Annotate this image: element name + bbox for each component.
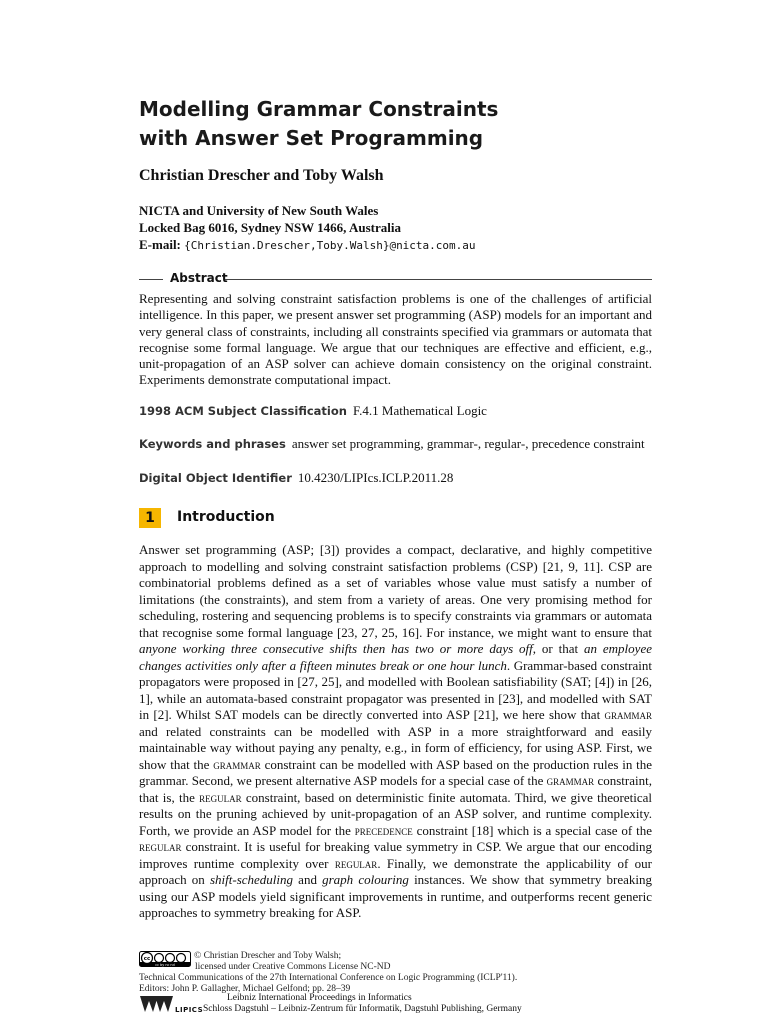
intro-paragraph: [139, 542, 652, 922]
keywords-label: Keywords and phrases: [139, 437, 286, 451]
constraint-name: regular: [199, 789, 242, 805]
intro-text: constraint [18] which is a special case of the: [412, 822, 652, 838]
email-address[interactable]: {Christian.Drescher,Toby.Walsh}@nicta.com.au: [184, 239, 476, 252]
svg-text:cc: cc: [143, 956, 151, 962]
intro-text: . Finally, we demonstrate the applicability of our approach on: [139, 855, 652, 887]
intro-emphasis: shift-scheduling: [209, 872, 294, 887]
paper-title: [139, 95, 659, 153]
intro-emphasis: anyone working three consecutive shifts then has two or more days off: [139, 641, 533, 656]
license-line: licensed under Creative Commons License NC-ND: [195, 962, 391, 972]
intro-text: constraint can be modelled with ASP based on the production rules in the grammar. Second, we present alternative ASP models for a special case of the: [139, 756, 653, 788]
constraint-name: grammar: [546, 773, 595, 788]
acm-label: 1998 ACM Subject Classification: [139, 404, 347, 418]
editors-line: Editors: John P. Gallagher, Michael Gelfond; pp. 28–39: [139, 984, 351, 995]
abstract-text: Representing and solving constraint satisfaction problems is one of the challenges of artificial intelligence. In this paper, we present answer set programming (ASP) models for an important and very general class of constraints, including all constraints specified via grammars or automata that recognise some formal language. We argue that our techniques are effective and efficient, e.g., unit-propagation of an ASP solver can achieve domain consistency on the original constraint. Experiments demonstrate computational impact.: [139, 291, 652, 388]
constraint-name: grammar: [604, 707, 652, 722]
affiliation-line-2: Locked Bag 6016, Sydney NSW 1466, Australia: [139, 220, 401, 235]
copyright-text: © Christian Drescher and Toby Walsh;: [194, 951, 342, 961]
constraint-name: regular: [334, 855, 378, 871]
footer-license: [139, 951, 659, 996]
section-title: Introduction: [177, 509, 275, 525]
paper-authors: Christian Drescher and Toby Walsh: [139, 167, 384, 184]
cc-badge-text: cc by nc nd: [155, 963, 175, 967]
intro-text: constraint, based on deterministic finite automata. Third, we give theoretical results on the pruning achieved by unit-propagation of an ASP solver, and runtime complexity. Forth, we provide an ASP model for the: [139, 789, 653, 838]
constraint-name: grammar: [213, 756, 261, 772]
doi-value[interactable]: 10.4230/LIPIcs.ICLP.2011.28: [297, 470, 454, 485]
email-label: E-mail:: [139, 237, 185, 252]
lipics-line-2: Schloss Dagstuhl – Leibniz-Zentrum für Informatik, Dagstuhl Publishing, Germany: [203, 1004, 522, 1014]
lipics-line-1: Leibniz International Proceedings in Informatics: [227, 993, 412, 1003]
intro-emphasis: an employee changes activities only after a fifteen minutes break or one hour lunch: [139, 641, 652, 673]
proceedings-line: Technical Communications of the 27th International Conference on Logic Programming (ICLP'11).: [139, 973, 518, 984]
intro-text: constraint, that is, the: [139, 773, 652, 805]
intro-text: instances. We show that symmetry breaking using our ASP models yield significant improvements in runtime, and outperforms recent generic approaches to symmetry breaking for ASP.: [139, 872, 652, 920]
affiliation-block: [139, 202, 476, 254]
abstract-rule-left: [139, 279, 163, 280]
keywords-value: answer set programming, grammar-, regular-, precedence constraint: [291, 436, 645, 451]
intro-text: . Grammar-based constraint propagators were proposed in [27, 25], and modelled with Boolean satisfiability (SAT; [4]) in [26, 1], while an automata-based constraint propagator was presented in [23], and modelled with SAT in [2]. Whilst SAT models can be directly converted into ASP [21], we here show that: [139, 657, 652, 722]
affiliation-line-1: NICTA and University of New South Wales: [139, 203, 379, 218]
constraint-name: precedence: [354, 822, 413, 838]
intro-text: Answer set programming (ASP; [3]) provides a compact, declarative, and highly competitive approach to modelling and solving constraint satisfaction problems (CSP) [21, 9, 11]. CSP are combinatorial problems defined as a set of variables whose value must satisfy a number of limitations (the constraints), and stem from a variety of areas. One very promising method for scheduling, rostering and sequencing problems is to specify constraints via grammars or automata that recognise some formal language [23, 27, 25, 16]. For instance, we might want to ensure that: [139, 542, 652, 640]
doi-label: Digital Object Identifier: [139, 471, 292, 485]
creative-commons-icon: [139, 951, 191, 967]
abstract-heading: [139, 271, 652, 287]
intro-text: , or that: [532, 641, 585, 656]
intro-text: and: [293, 872, 323, 887]
lipics-wordmark: LIPICS: [175, 1006, 204, 1014]
abstract-label: Abstract: [170, 271, 228, 285]
title-line-1: Modelling Grammar Constraints: [139, 97, 499, 121]
intro-emphasis: graph colouring: [322, 872, 409, 887]
lipics-block: [139, 993, 659, 1017]
intro-text: constraint. It is useful for breaking value symmetry in CSP. We argue that our encoding improves runtime complexity over: [139, 839, 652, 871]
title-line-2: with Answer Set Programming: [139, 126, 484, 150]
constraint-name: regular: [139, 839, 182, 854]
keywords: [139, 436, 659, 452]
abstract-rule-right: [225, 279, 652, 280]
acm-value: F.4.1 Mathematical Logic: [352, 403, 487, 418]
intro-text: and related constraints can be modelled with ASP in a more straightforward and easily maintainable way without paying any penalty, e.g., in form of efficiency, for using ASP. First, we show that the: [139, 723, 652, 772]
email-line: [139, 236, 476, 254]
doi: [139, 470, 659, 486]
acm-classification: [139, 403, 659, 419]
section-number-badge: 1: [139, 508, 161, 528]
